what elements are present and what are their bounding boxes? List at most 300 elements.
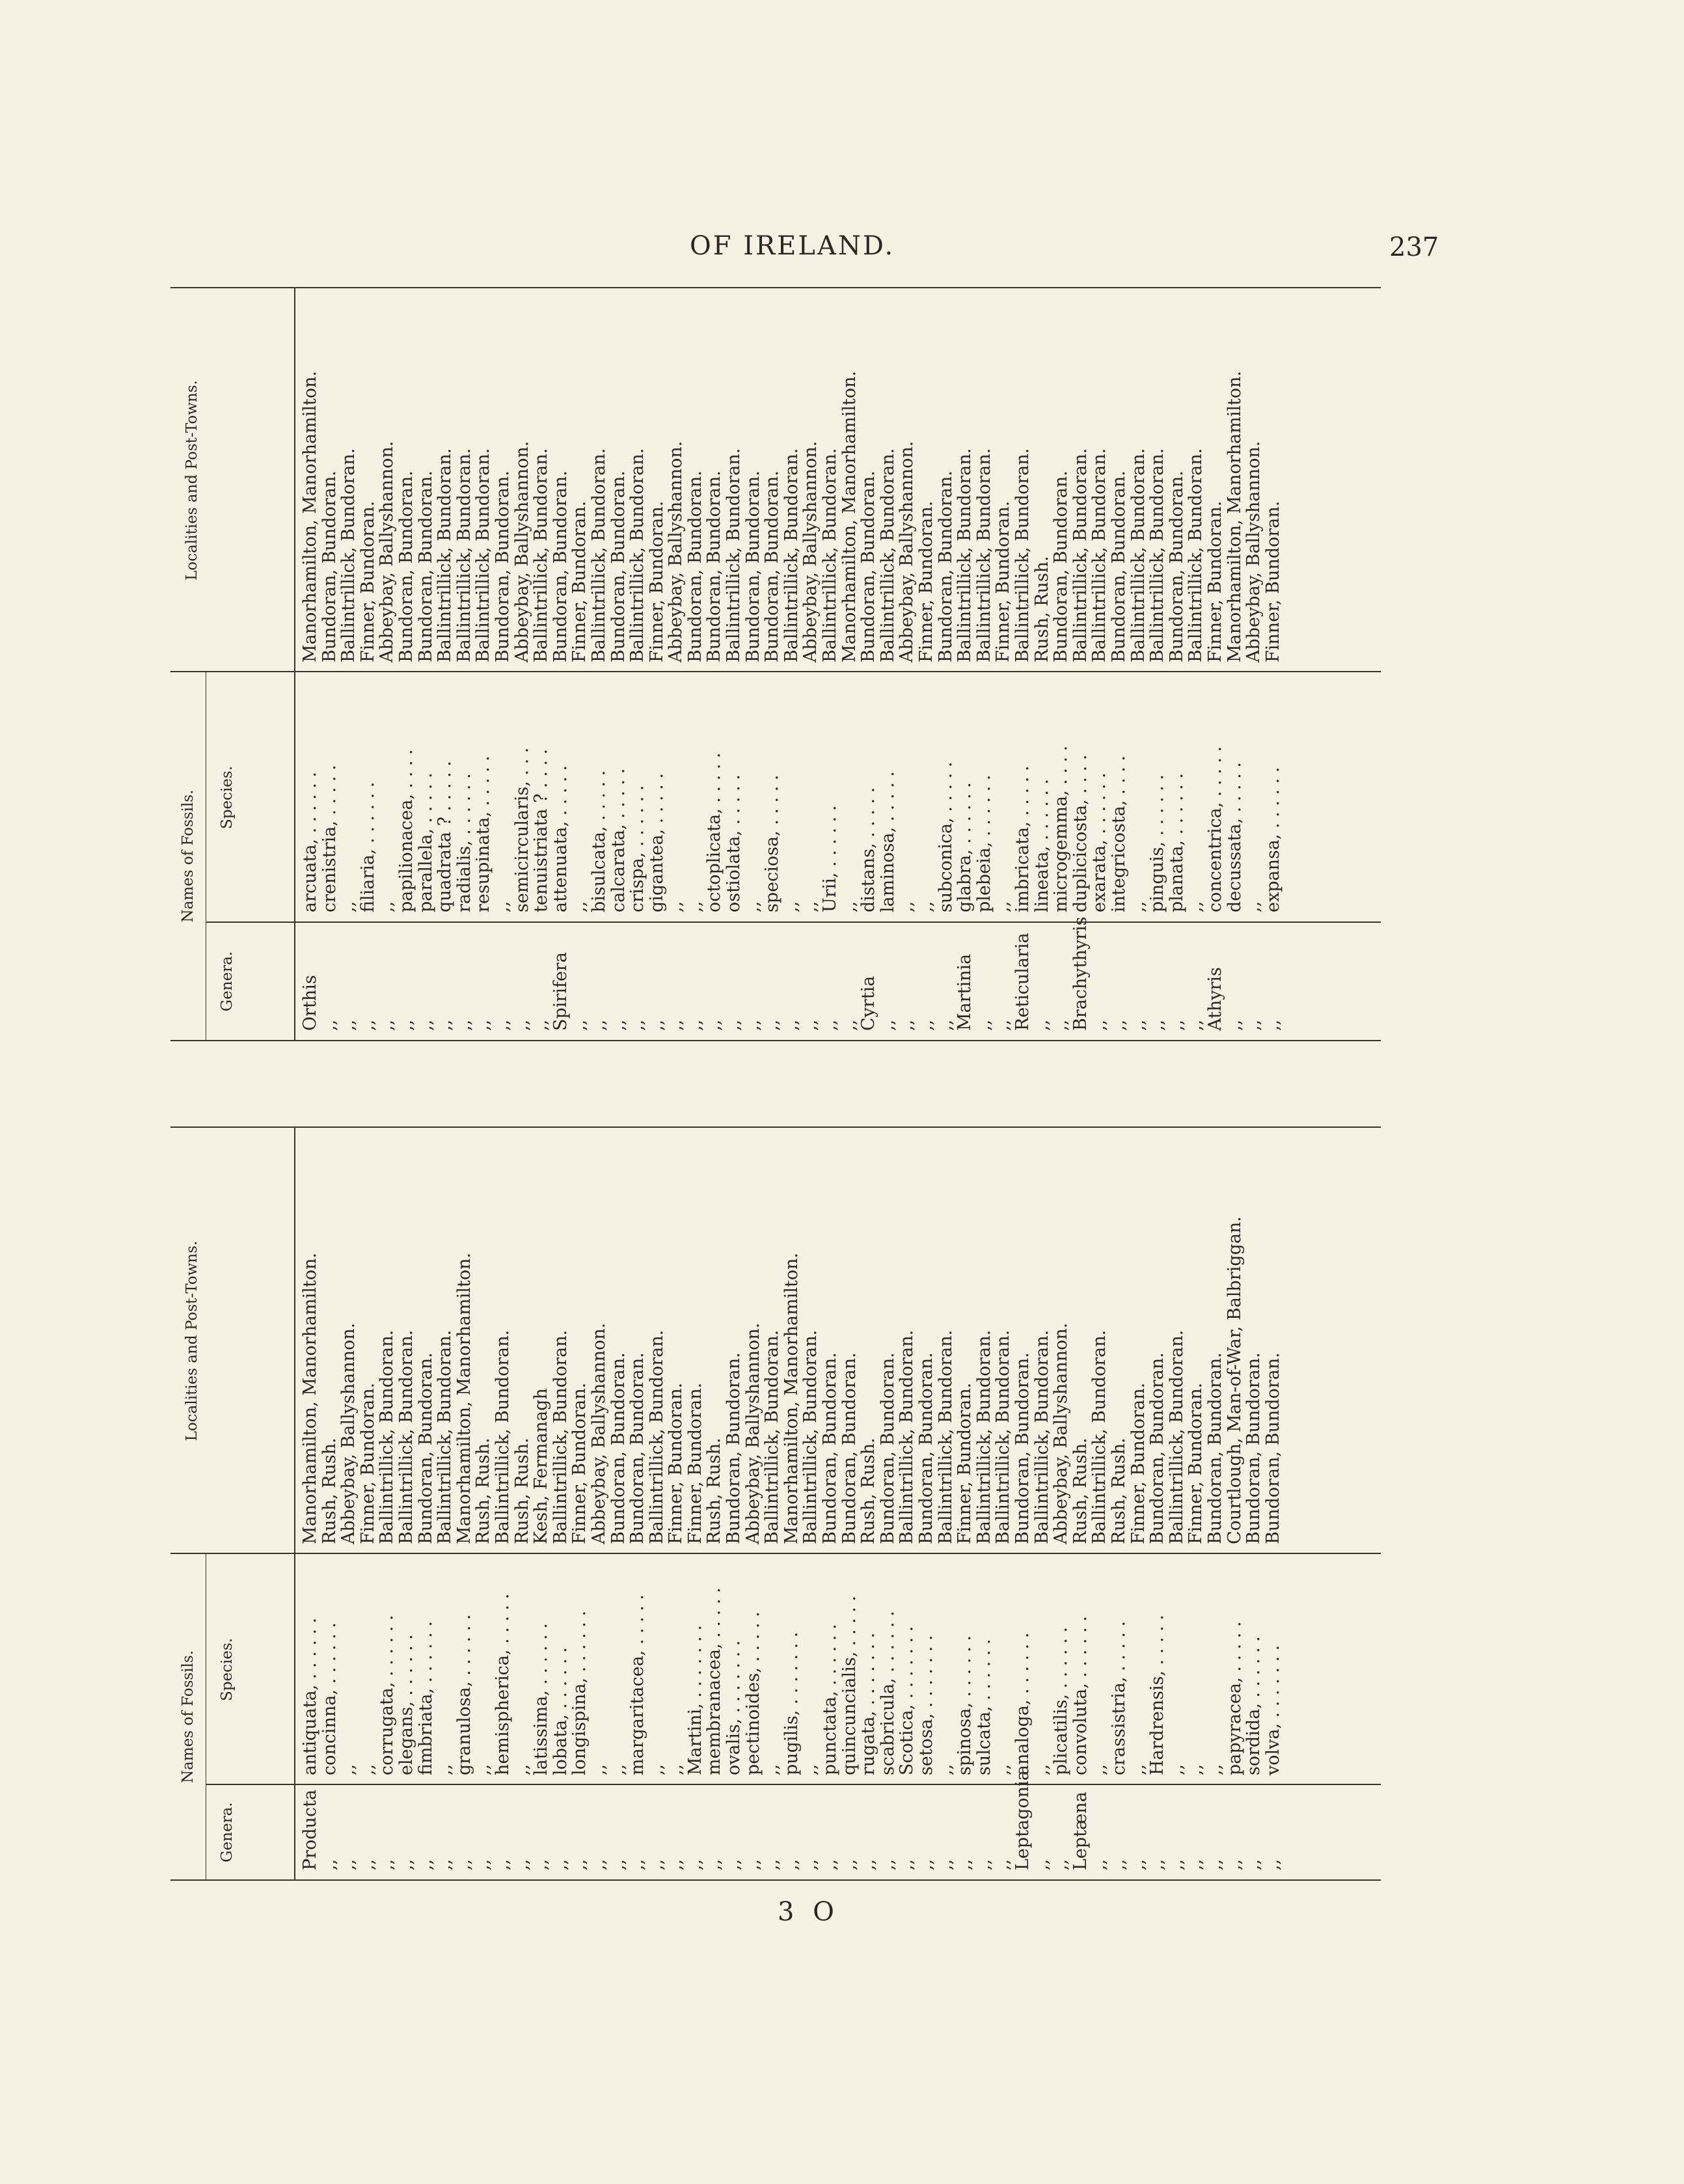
locality-cell: Ballintrillick, Bundoran.: [1012, 448, 1033, 662]
genus-cell: ,,: [800, 1859, 821, 1870]
genus-cell: ,,: [1186, 1019, 1206, 1031]
genus-cell: ,,: [1128, 1859, 1148, 1870]
species-cell: ,,: [1243, 901, 1264, 912]
species-cell: quadrata ? . . . . .: [435, 761, 455, 912]
locality-cell: Abbeybay, Ballyshannon.: [897, 441, 917, 662]
species-cell: semicircularis, . . .: [511, 747, 532, 912]
species-cell: Urii, . . . . . .: [820, 805, 841, 912]
genus-cell: ,,: [608, 1019, 629, 1031]
table-row: [859, 288, 878, 1040]
genus-cell: ,,: [1108, 1859, 1129, 1870]
table-row: [1013, 288, 1033, 1040]
locality-cell: Bundoran, Bundoran.: [742, 471, 763, 662]
species-cell: ,,: [569, 901, 590, 912]
table-row: [493, 288, 513, 1040]
species-cell: expansa, . . . . . .: [1262, 767, 1283, 912]
table-row: [686, 1128, 705, 1879]
species-cell: crenistria, . . . . .: [319, 765, 340, 912]
genus-cell: ,,: [473, 1859, 494, 1870]
genus-cell: ,,: [627, 1019, 648, 1031]
species-cell: ,,: [1186, 1764, 1206, 1775]
species-cell: ,,: [781, 901, 802, 912]
genus-cell: ,,: [357, 1859, 378, 1870]
genus-cell: ,,: [973, 1859, 994, 1870]
table-row: [1206, 288, 1225, 1040]
table-row: [955, 288, 975, 1040]
species-cell: gigantea, . . . . .: [646, 772, 667, 912]
genus-cell: ,,: [1204, 1859, 1225, 1870]
genus-cell: ,,: [1128, 1019, 1148, 1031]
species-cell: subconica, . . . . .: [935, 761, 956, 912]
genus-cell: Brachythyris: [1070, 916, 1091, 1031]
genus-cell: ,,: [454, 1859, 474, 1870]
locality-cell: Ballintrillick, Bundoran.: [435, 448, 455, 662]
table-row: [1090, 288, 1109, 1040]
species-cell: ,,: [1031, 1764, 1052, 1775]
genus-cell: ,,: [319, 1859, 340, 1870]
genus-cell: ,,: [1224, 1019, 1245, 1031]
genus-cell: ,,: [1243, 1859, 1264, 1870]
table-row: [397, 288, 416, 1040]
table-row: [801, 288, 821, 1040]
table-row: [320, 288, 340, 1040]
table-row: [878, 1128, 898, 1879]
genus-cell: ,,: [724, 1859, 744, 1870]
species-cell: ,,: [685, 901, 705, 912]
locality-cell: Bundoran, Bundoran.: [685, 471, 705, 662]
species-cell: granulosa, . . . . . .: [454, 1614, 474, 1775]
locality-cell: Ballintrillick, Bundoran.: [1147, 448, 1168, 662]
locality-cell: Manorhamilton, Manorhamilton.: [454, 1252, 474, 1544]
table-row: [1109, 288, 1129, 1040]
table-row: [1186, 288, 1206, 1040]
table-row: [975, 1128, 994, 1879]
locality-cell: Ballintrillick, Bundoran.: [454, 448, 474, 662]
locality-cell: Bundoran, Bundoran.: [627, 1352, 648, 1544]
locality-cell: Ballintrillick, Bundoran.: [588, 448, 609, 662]
species-cell: parallela, . . . . .: [415, 772, 436, 912]
genus-cell: ,,: [762, 1859, 783, 1870]
localities-header: Localities and Post-Towns.: [183, 380, 200, 580]
species-cell: latissima, . . . . . .: [531, 1623, 552, 1775]
genus-cell: ,,: [820, 1019, 841, 1031]
species-cell: ,,: [993, 1764, 1014, 1775]
table-row: [1167, 1128, 1187, 1879]
locality-cell: Abbeybay, Ballyshannon.: [1243, 441, 1264, 662]
table-row: [532, 288, 551, 1040]
species-cell: ,,: [666, 901, 686, 912]
genus-cell: ,,: [454, 1019, 474, 1031]
species-cell: pectinoides, . . . . .: [742, 1611, 763, 1775]
genus-cell: Orthis: [300, 975, 320, 1031]
locality-cell: Bundoran, Bundoran.: [1262, 1352, 1283, 1544]
species-cell: ,,: [377, 901, 398, 912]
species-cell: papilionacea, . . . .: [396, 749, 416, 912]
table-row: [763, 1128, 782, 1879]
locality-cell: Finner, Bundoran.: [1186, 1382, 1206, 1544]
locality-cell: Ballintrillick, Bundoran.: [646, 1330, 667, 1544]
species-cell: ,,: [916, 901, 936, 912]
table-row: [397, 1128, 416, 1879]
page-number: 237: [1389, 232, 1439, 262]
locality-cell: Ballintrillick, Bundoran.: [396, 1330, 416, 1544]
species-cell: ,,: [473, 1764, 494, 1775]
species-cell: duplicicosta, . . . .: [1070, 754, 1091, 912]
locality-cell: Abbeybay, Ballyshannon.: [377, 441, 398, 662]
locality-cell: Manorhamilton, Manorhamilton.: [300, 370, 320, 662]
species-cell: ,,: [800, 901, 821, 912]
table-row: [455, 1128, 474, 1879]
species-cell: concinna, . . . . . .: [319, 1622, 340, 1775]
table-row: [435, 288, 455, 1040]
species-cell: planata, . . . . . .: [1166, 772, 1187, 912]
species-cell: sulcata, . . . . . .: [973, 1639, 994, 1775]
genus-cell: ,,: [666, 1859, 686, 1870]
species-cell: spinosa, . . . . . .: [955, 1635, 975, 1775]
table-row: [878, 288, 898, 1040]
table-row: [1244, 288, 1264, 1040]
genus-cell: Leptæna: [1070, 1792, 1091, 1870]
species-cell: sordida, . . . . . .: [1243, 1636, 1264, 1775]
locality-cell: Manorhamilton, Manorhamilton.: [1224, 370, 1245, 662]
locality-cell: Bundoran, Bundoran.: [492, 471, 513, 662]
species-cell: ,,: [608, 1764, 629, 1775]
names-header-label: Names of Fossils.: [180, 1650, 197, 1784]
genus-cell: ,,: [897, 1019, 917, 1031]
table-row: [705, 1128, 724, 1879]
species-cell: margaritacea, . . . . .: [627, 1594, 648, 1775]
genus-cell: ,,: [1147, 1859, 1168, 1870]
table-row: [782, 288, 802, 1040]
species-cell: ,,: [646, 1764, 667, 1775]
genus-cell: ,,: [1186, 1859, 1206, 1870]
species-cell: ostiolata, . . . . .: [724, 774, 744, 912]
locality-cell: Ballintrillick, Bundoran.: [1089, 448, 1110, 662]
locality-cell: Abbeybay, Ballyshannon.: [588, 1322, 609, 1544]
species-cell: ,,: [800, 1764, 821, 1775]
table-row: [1225, 1128, 1245, 1879]
genus-cell: Leptagonia: [1012, 1770, 1033, 1870]
table-row: [513, 288, 532, 1040]
locality-cell: Bundoran, Bundoran.: [839, 1352, 860, 1544]
locality-cell: Ballintrillick, Bundoran.: [935, 1330, 956, 1544]
table-row: [590, 1128, 609, 1879]
locality-cell: Ballintrillick, Bundoran.: [1070, 448, 1091, 662]
table-row: [821, 288, 840, 1040]
table-row: [416, 288, 436, 1040]
species-cell: ,,: [1128, 901, 1148, 912]
locality-cell: Bundoran, Bundoran.: [396, 471, 416, 662]
table-row: [628, 288, 647, 1040]
locality-cell: Ballintrillick, Bundoran.: [531, 448, 552, 662]
table-row: [744, 288, 763, 1040]
locality-cell: Bundoran, Bundoran.: [704, 471, 725, 662]
locality-cell: Courtlough, Man-of-War, Balbriggan.: [1224, 1216, 1245, 1544]
species-cell: distans, . . . . .: [858, 787, 879, 912]
species-cell: Martini, . . . . . . .: [685, 1625, 705, 1775]
locality-cell: Ballintrillick, Bundoran.: [781, 448, 802, 662]
locality-cell: Ballintrillick, Bundoran.: [550, 1330, 571, 1544]
genus-cell: ,,: [935, 1019, 956, 1031]
locality-cell: Rush, Rush.: [704, 1438, 725, 1544]
species-cell: tenuistriata ? . . . .: [531, 748, 552, 912]
genus-cell: ,,: [435, 1019, 455, 1031]
species-cell: rugata, . . . . . . .: [858, 1632, 879, 1775]
genus-cell: ,,: [877, 1859, 898, 1870]
genus-cell: ,,: [569, 1019, 590, 1031]
fossil-table-lower: [170, 1126, 1381, 1881]
table-row: [551, 1128, 571, 1879]
table-row: [416, 1128, 436, 1879]
table-row: [474, 1128, 493, 1879]
locality-cell: Bundoran, Bundoran.: [1108, 471, 1129, 662]
species-cell: ,,: [897, 901, 917, 912]
table-row: [724, 1128, 744, 1879]
locality-cell: Abbeybay, Ballyshannon.: [742, 1322, 763, 1544]
table-row: [666, 288, 686, 1040]
locality-cell: Ballintrillick, Bundoran.: [955, 448, 975, 662]
locality-cell: Bundoran, Bundoran.: [877, 1352, 898, 1544]
species-cell: calcarata, . . . . .: [608, 768, 629, 912]
genus-cell: ,,: [1166, 1859, 1187, 1870]
locality-cell: Bundoran, Bundoran.: [608, 471, 629, 662]
species-cell: ,,: [1166, 1764, 1187, 1775]
species-cell: ,,: [935, 1764, 956, 1775]
table-row: [936, 288, 956, 1040]
locality-cell: Ballintrillick, Bundoran.: [1089, 1330, 1110, 1544]
locality-cell: Ballintrillick, Bundoran.: [338, 448, 359, 662]
locality-cell: Manorhamilton, Manorhamilton.: [781, 1252, 802, 1544]
genus-cell: ,,: [993, 1859, 1014, 1870]
species-cell: ,,: [338, 901, 359, 912]
species-cell: ovalis, . . . . . . .: [724, 1640, 744, 1775]
species-cell: elegans, . . . . . .: [396, 1634, 416, 1775]
locality-cell: Ballintrillick, Bundoran.: [435, 1330, 455, 1544]
genus-cell: ,,: [569, 1859, 590, 1870]
names-of-fossils-header: [170, 671, 294, 1040]
species-cell: glabra, . . . . . .: [955, 782, 975, 912]
table-row: [1052, 1128, 1071, 1879]
locality-cell: Ballintrillick, Bundoran.: [492, 1330, 513, 1544]
table-rows: [301, 1128, 1283, 1879]
genus-cell: ,,: [588, 1859, 609, 1870]
species-cell: ,,: [839, 901, 860, 912]
genus-cell: ,,: [916, 1859, 936, 1870]
table-row: [301, 288, 320, 1040]
genus-cell: ,,: [646, 1019, 667, 1031]
table-row: [1264, 1128, 1283, 1879]
species-cell: concentrica, . . . . .: [1204, 746, 1225, 912]
species-cell: resupinata, . . . . .: [473, 756, 494, 912]
table-row: [1071, 1128, 1091, 1879]
species-cell: ,,: [511, 1764, 532, 1775]
fossil-table-upper: [170, 287, 1381, 1041]
locality-cell: Ballintrillick, Bundoran.: [1128, 448, 1148, 662]
species-cell: quincuncialis, . . . . .: [839, 1596, 860, 1775]
genus-cell: ,,: [1166, 1019, 1187, 1031]
genus-cell: ,,: [531, 1859, 552, 1870]
genus-cell: ,,: [704, 1019, 725, 1031]
table-row: [1090, 1128, 1109, 1879]
genus-cell: ,,: [1031, 1019, 1052, 1031]
genus-cell: ,,: [742, 1859, 763, 1870]
genus-cell: ,,: [511, 1019, 532, 1031]
species-cell: longispina, . . . . . .: [569, 1610, 590, 1775]
table-row: [1033, 288, 1052, 1040]
locality-cell: Ballintrillick, Bundoran.: [1166, 1330, 1187, 1544]
species-cell: ,,: [1089, 1764, 1110, 1775]
genus-cell: ,,: [858, 1859, 879, 1870]
locality-cell: Finner, Bundoran.: [569, 1382, 590, 1544]
table-row: [724, 288, 744, 1040]
species-cell: Scotica, . . . . . . .: [897, 1626, 917, 1775]
locality-cell: Abbeybay, Ballyshannon.: [800, 441, 821, 662]
genus-cell: ,,: [1089, 1019, 1110, 1031]
locality-cell: Ballintrillick, Bundoran.: [897, 1330, 917, 1544]
table-header: [170, 288, 295, 1040]
species-cell: decussata, . . . . .: [1224, 762, 1245, 912]
table-row: [686, 288, 705, 1040]
table-row: [320, 1128, 340, 1879]
table-rows: [301, 288, 1283, 1040]
table-row: [1071, 288, 1091, 1040]
page-header: [0, 231, 1684, 270]
table-row: [975, 288, 994, 1040]
table-row: [821, 1128, 840, 1879]
table-row: [744, 1128, 763, 1879]
table-row: [897, 288, 917, 1040]
species-cell: crispa, . . . . . .: [627, 785, 648, 912]
locality-cell: Manorhamilton, Manorhamilton.: [300, 1252, 320, 1544]
locality-cell: Abbeybay, Ballyshannon.: [666, 441, 686, 662]
genus-cell: ,,: [396, 1859, 416, 1870]
locality-cell: Ballintrillick, Bundoran.: [724, 448, 744, 662]
genus-cell: ,,: [338, 1019, 359, 1031]
localities-header: Localities and Post-Towns.: [183, 1240, 200, 1441]
genus-cell: ,,: [1051, 1859, 1072, 1870]
species-cell: ,,: [762, 1764, 783, 1775]
locality-cell: Bundoran, Bundoran.: [415, 471, 436, 662]
genus-cell: ,,: [820, 1859, 841, 1870]
species-cell: pinguis, . . . . . .: [1147, 774, 1168, 912]
species-cell: arcuata, . . . . . .: [300, 771, 320, 912]
table-row: [532, 1128, 551, 1879]
running-title: OF IRELAND.: [690, 231, 895, 261]
genus-cell: ,,: [762, 1019, 783, 1031]
species-cell: exarata, . . . . . .: [1089, 772, 1110, 912]
locality-cell: Abbeybay, Ballyshannon.: [1051, 1322, 1072, 1544]
genera-header: Genera.: [206, 1784, 294, 1879]
names-header-label: Names of Fossils.: [180, 789, 197, 923]
table-row: [609, 288, 629, 1040]
genus-cell: Reticularia: [1012, 933, 1033, 1031]
table-row: [570, 288, 590, 1040]
locality-cell: Bundoran, Bundoran.: [1051, 471, 1072, 662]
table-row: [917, 288, 936, 1040]
genus-cell: Productа: [300, 1789, 320, 1870]
locality-cell: Finner, Bundoran.: [955, 1382, 975, 1544]
locality-cell: Ballintrillick, Bundoran.: [377, 1330, 398, 1544]
table-row: [955, 1128, 975, 1879]
species-cell: integricosta, . . . .: [1108, 755, 1129, 912]
locality-cell: Ballintrillick, Bundoran.: [973, 448, 994, 662]
genus-cell: Cyrtia: [858, 976, 879, 1031]
species-cell: speciosa, . . . . .: [762, 774, 783, 912]
locality-cell: Rush, Rush.: [1070, 1438, 1091, 1544]
species-cell: microgemma, . . . .: [1051, 745, 1072, 912]
species-cell: setosa, . . . . . . .: [916, 1635, 936, 1775]
genus-cell: Athyris: [1204, 967, 1225, 1031]
table-row: [801, 1128, 821, 1879]
genus-cell: ,,: [492, 1019, 513, 1031]
locality-cell: Finner, Bundoran.: [357, 500, 378, 662]
genus-cell: ,,: [724, 1019, 744, 1031]
table-row: [1264, 288, 1283, 1040]
table-row: [936, 1128, 956, 1879]
genus-cell: ,,: [550, 1859, 571, 1870]
locality-cell: Finner, Bundoran.: [993, 500, 1014, 662]
genus-cell: Martinia: [955, 953, 975, 1031]
table-row: [1052, 288, 1071, 1040]
locality-cell: Ballintrillick, Bundoran.: [1031, 1330, 1052, 1544]
locality-cell: Bundoran, Bundoran.: [1012, 1352, 1033, 1544]
genus-cell: ,,: [415, 1859, 436, 1870]
species-cell: lobata, . . . . . .: [550, 1647, 571, 1775]
table-row: [359, 1128, 378, 1879]
species-cell: plicatilis, . . . . . .: [1051, 1627, 1072, 1775]
locality-cell: Finner, Bundoran.: [685, 1382, 705, 1544]
table-row: [339, 288, 359, 1040]
species-cell: crassistria, . . . . .: [1108, 1620, 1129, 1775]
locality-cell: Abbeybay, Ballyshannon.: [511, 441, 532, 662]
species-cell: ,,: [357, 1764, 378, 1775]
table-row: [1129, 288, 1148, 1040]
genus-cell: ,,: [781, 1859, 802, 1870]
genus-cell: ,,: [357, 1019, 378, 1031]
species-cell: plebeia, . . . . . .: [973, 774, 994, 912]
table-row: [666, 1128, 686, 1879]
locality-cell: Finner, Bundoran.: [1262, 500, 1283, 662]
species-cell: imbricata, . . . . .: [1012, 765, 1033, 912]
species-cell: antiquata, . . . . . .: [300, 1617, 320, 1775]
locality-cell: Finner, Bundoran.: [357, 1382, 378, 1544]
table-row: [1109, 1128, 1129, 1879]
table-row: [840, 1128, 860, 1879]
table-row: [1225, 288, 1245, 1040]
genus-cell: ,,: [1262, 1019, 1283, 1031]
locality-cell: Ballintrillick, Bundoran.: [762, 1330, 783, 1544]
genus-cell: ,,: [685, 1019, 705, 1031]
table-row: [1129, 1128, 1148, 1879]
species-cell: punctata, . . . . . .: [820, 1624, 841, 1775]
genera-header: Genera.: [206, 922, 294, 1040]
locality-cell: Bundoran, Bundoran.: [415, 1352, 436, 1544]
table-row: [339, 1128, 359, 1879]
locality-cell: Bundoran, Bundoran.: [762, 471, 783, 662]
genus-cell: ,,: [742, 1019, 763, 1031]
species-cell: radialis, . . . . . .: [454, 773, 474, 912]
table-row: [628, 1128, 647, 1879]
genus-cell: ,,: [955, 1859, 975, 1870]
species-cell: membranacea, . . . . .: [704, 1587, 725, 1775]
locality-cell: Bundoran, Bundoran.: [319, 471, 340, 662]
table-row: [551, 288, 571, 1040]
species-cell: lineata, . . . . . .: [1031, 778, 1052, 912]
locality-cell: Rush, Rush.: [473, 1438, 494, 1544]
table-row: [513, 1128, 532, 1879]
locality-cell: Ballintrillick, Bundoran.: [800, 1330, 821, 1544]
genus-cell: ,,: [1051, 1019, 1072, 1031]
